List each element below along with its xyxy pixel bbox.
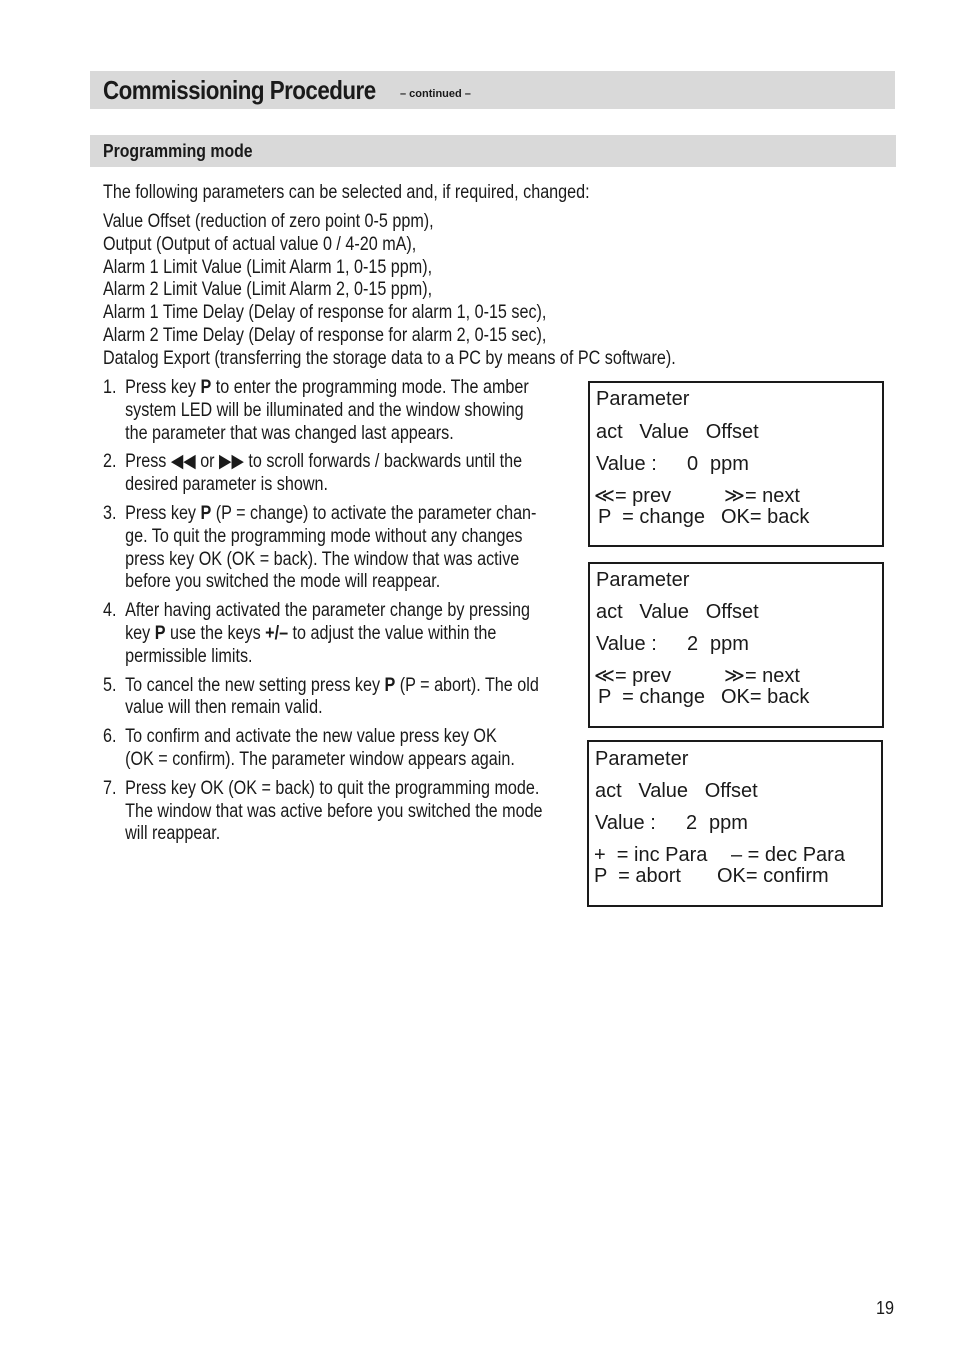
step-item: [103, 503, 579, 594]
page-header: [90, 71, 895, 109]
step-item: [103, 600, 579, 668]
display-window-2: [588, 562, 884, 728]
display-line2: act Value Offset: [596, 421, 759, 443]
display-key-back: OK= back: [721, 506, 810, 528]
step-text-line: After having activated the parameter change by pressing: [125, 600, 530, 622]
step-text-line: press key OK (OK = back). The window that was active: [125, 548, 520, 570]
display-line1: Parameter: [596, 569, 690, 591]
step-text-line: Press ◀◀ or ▶▶ to scroll forwards / backwards until the: [125, 451, 523, 473]
display-key-change: P = change: [598, 686, 705, 708]
display-line1: Parameter: [595, 748, 689, 770]
step-item: [103, 778, 579, 846]
display-value: 0: [687, 453, 699, 475]
parameter-item: Value Offset (reduction of zero point 0-5 ppm),: [103, 211, 434, 232]
display-value: 2: [686, 812, 698, 834]
page-number: 19: [876, 1298, 895, 1318]
parameter-item: Alarm 1 Time Delay (Delay of response for alarm 1, 0-15 sec),: [103, 302, 547, 324]
step-item: [103, 726, 579, 772]
display-unit: ppm: [710, 453, 749, 475]
step-text-line: system LED will be illuminated and the window showing: [125, 399, 524, 421]
display-key-prev: ≪= prev: [594, 665, 672, 687]
step-item: [103, 675, 579, 721]
steps-list: [103, 377, 579, 852]
step-number: 7.: [103, 777, 117, 799]
step-text-line: before you switched the mode will reappear.: [125, 571, 441, 593]
parameter-list: [103, 211, 676, 371]
step-text-line: To confirm and activate the new value press key OK: [125, 726, 497, 748]
parameter-item: Output (Output of actual value 0 / 4-20 mA),: [103, 233, 417, 255]
parameter-item: Alarm 2 Limit Value (Limit Alarm 2, 0-15 ppm),: [103, 279, 433, 301]
parameter-item: Datalog Export (transferring the storage data to a PC by means of PC software).: [103, 347, 676, 369]
display-value-label: Value :: [595, 812, 656, 834]
display-key-confirm: OK= confirm: [717, 865, 829, 887]
display-value: 2: [687, 633, 699, 655]
step-number: 6.: [103, 726, 117, 748]
section-title: Programming mode: [103, 141, 253, 161]
step-text-line: Press key P (P = change) to activate the parameter chan-: [125, 502, 537, 524]
display-unit: ppm: [710, 633, 749, 655]
page-title: Commissioning Procedure: [103, 75, 376, 105]
step-item: [103, 451, 579, 497]
step-text-line: Press key P to enter the programming mode. The amber: [125, 377, 529, 398]
step-number: 4.: [103, 600, 117, 622]
display-window-3: [587, 740, 883, 907]
display-window-1: [588, 381, 884, 547]
display-value-label: Value :: [596, 453, 657, 475]
step-text-line: The window that was active before you switched the mode: [125, 800, 543, 822]
display-key-dec: – = dec Para: [731, 844, 845, 866]
step-number: 3.: [103, 502, 117, 524]
display-key-change: P = change: [598, 506, 705, 528]
step-text-line: desired parameter is shown.: [125, 474, 328, 496]
parameter-item: Alarm 1 Limit Value (Limit Alarm 1, 0-15 ppm),: [103, 256, 433, 278]
display-key-next: ≫= next: [724, 485, 800, 507]
display-key-back: OK= back: [721, 686, 810, 708]
display-line2: act Value Offset: [595, 780, 758, 802]
step-text-line: permissible limits.: [125, 645, 253, 667]
display-unit: ppm: [709, 812, 748, 834]
display-key-next: ≫= next: [724, 665, 800, 687]
step-number: 5.: [103, 674, 117, 696]
section-header: [90, 135, 896, 167]
step-text-line: value will then remain valid.: [125, 697, 323, 719]
step-text-line: will reappear.: [125, 823, 221, 845]
step-text-line: (OK = confirm). The parameter window appears again.: [125, 748, 515, 770]
display-key-abort: P = abort: [594, 865, 681, 887]
step-item: [103, 377, 579, 445]
parameter-item: Alarm 2 Time Delay (Delay of response for alarm 2, 0-15 sec),: [103, 324, 547, 346]
display-value-label: Value :: [596, 633, 657, 655]
step-text-line: key P use the keys +/– to adjust the value within the: [125, 622, 497, 644]
page-subtitle: – continued –: [400, 88, 471, 100]
step-number: 1.: [103, 377, 117, 398]
display-line2: act Value Offset: [596, 601, 759, 623]
step-text-line: To cancel the new setting press key P (P = abort). The old: [125, 674, 539, 696]
step-text-line: the parameter that was changed last appears.: [125, 422, 454, 444]
display-key-prev: ≪= prev: [594, 485, 672, 507]
display-key-inc: + = inc Para: [594, 844, 708, 866]
step-number: 2.: [103, 451, 117, 473]
step-text-line: Press key OK (OK = back) to quit the programming mode.: [125, 777, 540, 799]
display-line1: Parameter: [596, 388, 690, 410]
intro-text: The following parameters can be selected and, if required, changed:: [103, 182, 590, 203]
step-text-line: ge. To quit the programming mode without any changes: [125, 525, 523, 547]
